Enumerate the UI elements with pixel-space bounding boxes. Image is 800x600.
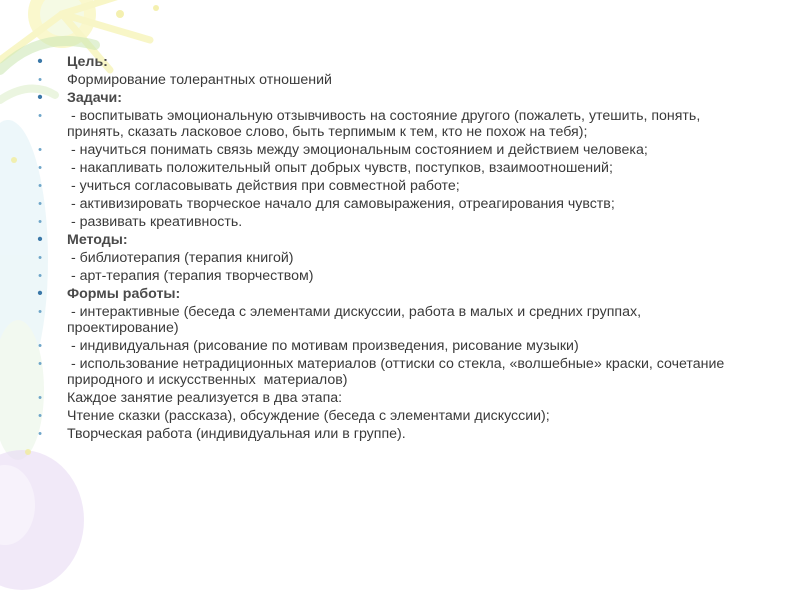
list-item	[33, 196, 753, 212]
list-item	[33, 178, 753, 194]
list-item	[33, 426, 753, 442]
heading-text: Формы работы:	[67, 286, 181, 302]
item-text: Чтение сказки (рассказа), обсуждение (беседа с элементами дискуссии);	[67, 408, 550, 424]
item-text: Каждое занятие реализуется в два этапа:	[67, 390, 343, 406]
section-heading	[33, 54, 753, 70]
list-item	[33, 338, 753, 354]
list-item	[33, 142, 753, 158]
bullet-icon: •	[38, 180, 42, 192]
list-item	[33, 160, 753, 176]
bullet-icon: •	[37, 285, 43, 302]
item-text: Формирование толерантных отношений	[67, 72, 332, 88]
heading-text: Методы:	[67, 232, 128, 248]
bullet-icon: •	[38, 74, 42, 86]
item-text: - научиться понимать связь между эмоциональным состоянием и действием человека;	[67, 142, 648, 158]
list-item	[33, 268, 753, 284]
item-text: - воспитывать эмоциональную отзывчивость на состояние другого (пожалеть, утешить, понять, принять, сказать ласковое слово, быть терпимым к тем, кто не похож на тебя);	[67, 108, 705, 140]
list-item	[33, 356, 753, 388]
list-item	[33, 72, 753, 88]
bullet-icon: •	[37, 53, 43, 70]
heading-text: Цель:	[67, 54, 108, 70]
bullet-icon: •	[38, 110, 42, 122]
list-item	[33, 304, 753, 336]
section-heading	[33, 90, 753, 106]
heading-text: Задачи:	[67, 90, 123, 106]
bullet-icon: •	[38, 392, 42, 404]
bullet-icon: •	[38, 428, 42, 440]
bullet-icon: •	[38, 410, 42, 422]
list-item	[33, 408, 753, 424]
bullet-list	[33, 54, 753, 442]
slide-content	[33, 54, 753, 444]
section-heading	[33, 232, 753, 248]
item-text: - активизировать творческое начало для самовыражения, отреагирования чувств;	[67, 196, 615, 212]
purple-balloon-decoration	[0, 450, 84, 590]
bullet-icon: •	[38, 252, 42, 264]
item-text: - учиться согласовывать действия при совместной работе;	[67, 178, 460, 194]
item-text: - библиотерапия (терапия книгой)	[67, 250, 294, 266]
item-text: Творческая работа (индивидуальная или в группе).	[67, 426, 406, 442]
bullet-icon: •	[38, 162, 42, 174]
bullet-icon: •	[38, 216, 42, 228]
bullet-icon: •	[37, 89, 43, 106]
item-text: - развивать креативность.	[67, 214, 243, 230]
bullet-icon: •	[38, 270, 42, 282]
bullet-icon: •	[38, 144, 42, 156]
list-item	[33, 214, 753, 230]
bullet-icon: •	[37, 231, 43, 248]
item-text: - накапливать положительный опыт добрых чувств, поступков, взаимоотношений;	[67, 160, 613, 176]
item-text: - арт-терапия (терапия творчеством)	[67, 268, 314, 284]
bullet-icon: •	[38, 340, 42, 352]
section-heading	[33, 286, 753, 302]
list-item	[33, 108, 753, 140]
bullet-icon: •	[38, 306, 42, 318]
list-item	[33, 250, 753, 266]
item-text: - индивидуальная (рисование по мотивам произведения, рисование музыки)	[67, 338, 579, 354]
bullet-icon: •	[38, 358, 42, 370]
bullet-icon: •	[38, 198, 42, 210]
list-item	[33, 390, 753, 406]
item-text: - использование нетрадиционных материалов (оттиски со стекла, «волшебные» краски, сочетание природного и искусственных материалов)	[67, 356, 729, 388]
item-text: - интерактивные (беседа с элементами дискуссии, работа в малых и средних группах, проектирование)	[67, 304, 645, 336]
